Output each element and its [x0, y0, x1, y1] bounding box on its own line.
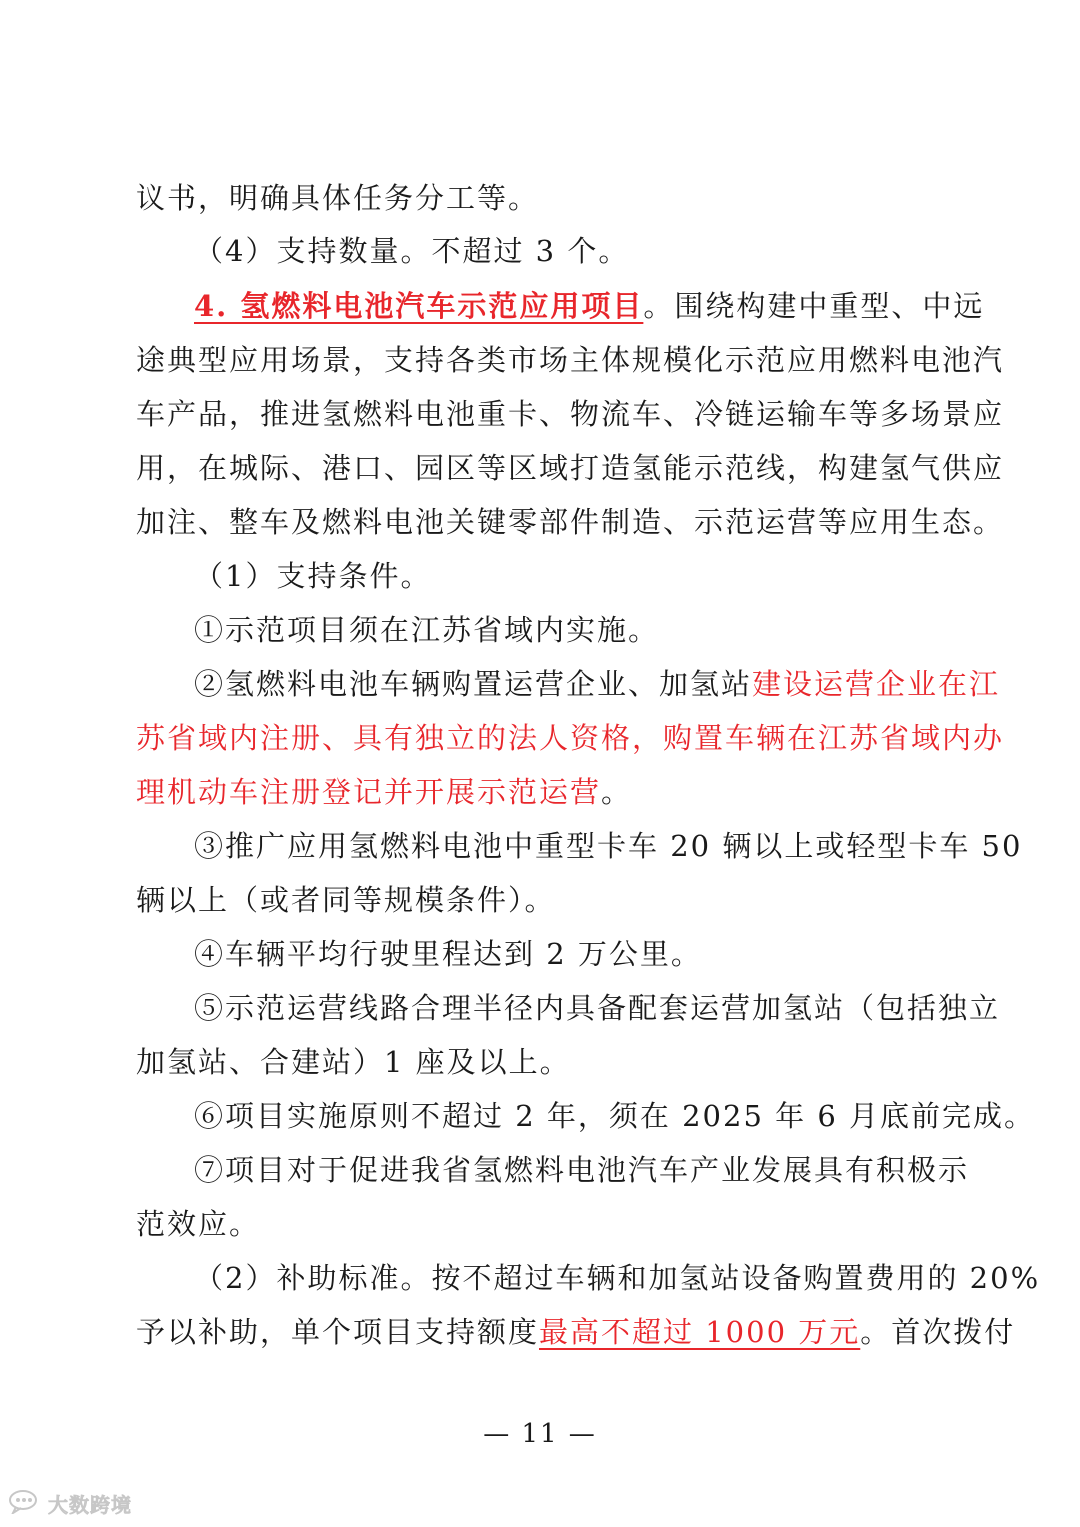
text-run: 途典型应用场景，支持各类市场主体规模化示范应用燃料电池汽: [136, 343, 1005, 377]
section-heading-line: [194, 286, 985, 326]
text-run: ⑥项目实施原则不超过 2 年，须在 2025 年 6 月底前完成。: [194, 1099, 1036, 1133]
paragraph-line: [136, 880, 946, 920]
text-run: ④车辆平均行驶里程达到 2 万公里。: [194, 937, 702, 971]
text-run: 加氢站、合建站）1 座及以上。: [136, 1045, 571, 1079]
list-item: [194, 1150, 970, 1190]
list-item: [194, 826, 1023, 866]
watermark-text: 大数跨境: [48, 1492, 132, 1517]
highlighted-text: 理机动车注册登记并开展示范运营: [136, 775, 602, 809]
text-run: 车产品，推进氢燃料电池重卡、物流车、冷链运输车等多场景应: [136, 397, 1005, 431]
text-run: （2）补助标准。按不超过车辆和加氢站设备购置费用的 20%: [194, 1261, 1041, 1295]
text-run: 议书，明确具体任务分工等。: [136, 181, 540, 215]
text-run: （4）支持数量。不超过 3 个。: [194, 234, 630, 268]
text-run: ⑦项目对于促进我省氢燃料电池汽车产业发展具有积极示: [194, 1153, 970, 1187]
paragraph-line: [136, 1312, 1016, 1352]
paragraph-line: [136, 772, 946, 812]
text-run: 。: [601, 775, 633, 809]
text-run: ②氢燃料电池车辆购置运营企业、加氢站: [194, 667, 753, 701]
chat-bubble-logo-icon: [8, 1488, 42, 1518]
text-run: 。围绕构建中重型、中远: [643, 289, 985, 323]
text-run: ③推广应用氢燃料电池中重型卡车 20 辆以上或轻型卡车 50: [194, 829, 1023, 863]
subsection-heading: [194, 1258, 1041, 1298]
paragraph-line: [136, 1042, 946, 1082]
text-run: 加注、整车及燃料电池关键零部件制造、示范运营等应用生态。: [136, 505, 1005, 539]
text-run: 辆以上（或者同等规模条件）。: [136, 883, 556, 917]
paragraph-line: [136, 448, 1005, 488]
text-run: ⑤示范运营线路合理半径内具备配套运营加氢站（包括独立: [194, 991, 1001, 1025]
paragraph-line: [136, 394, 1005, 434]
list-item: [194, 988, 1001, 1028]
list-item: [194, 664, 1001, 704]
list-item: [194, 934, 946, 974]
page-number: — 11 —: [483, 1419, 597, 1449]
paragraph-line: [136, 340, 1005, 380]
text-run: （1）支持条件。: [194, 559, 432, 593]
text-run: 用，在城际、港口、园区等区域打造氢能示范线，构建氢气供应: [136, 451, 1005, 485]
highlighted-text: 建设运营企业在江: [752, 667, 1001, 701]
text-run: 予以补助，单个项目支持额度: [136, 1315, 540, 1349]
text-run: 。首次拨付: [860, 1315, 1016, 1349]
paragraph-line: [136, 178, 946, 218]
section-heading: 4. 氢燃料电池汽车示范应用项目: [194, 289, 644, 323]
highlighted-amount: 最高不超过 1000 万元: [539, 1315, 861, 1349]
paragraph-line: [194, 231, 946, 271]
paragraph-line: [136, 718, 1005, 758]
watermark: [8, 1488, 132, 1518]
paragraph-line: [136, 1204, 946, 1244]
highlighted-text: 苏省域内注册、具有独立的法人资格，购置车辆在江苏省域内办: [136, 721, 1005, 755]
paragraph-line: [136, 502, 1005, 542]
list-item: [194, 610, 946, 650]
text-run: 范效应。: [136, 1207, 261, 1241]
subsection-heading: [194, 556, 946, 596]
text-run: ①示范项目须在江苏省域内实施。: [194, 613, 660, 647]
list-item: [194, 1096, 1036, 1136]
